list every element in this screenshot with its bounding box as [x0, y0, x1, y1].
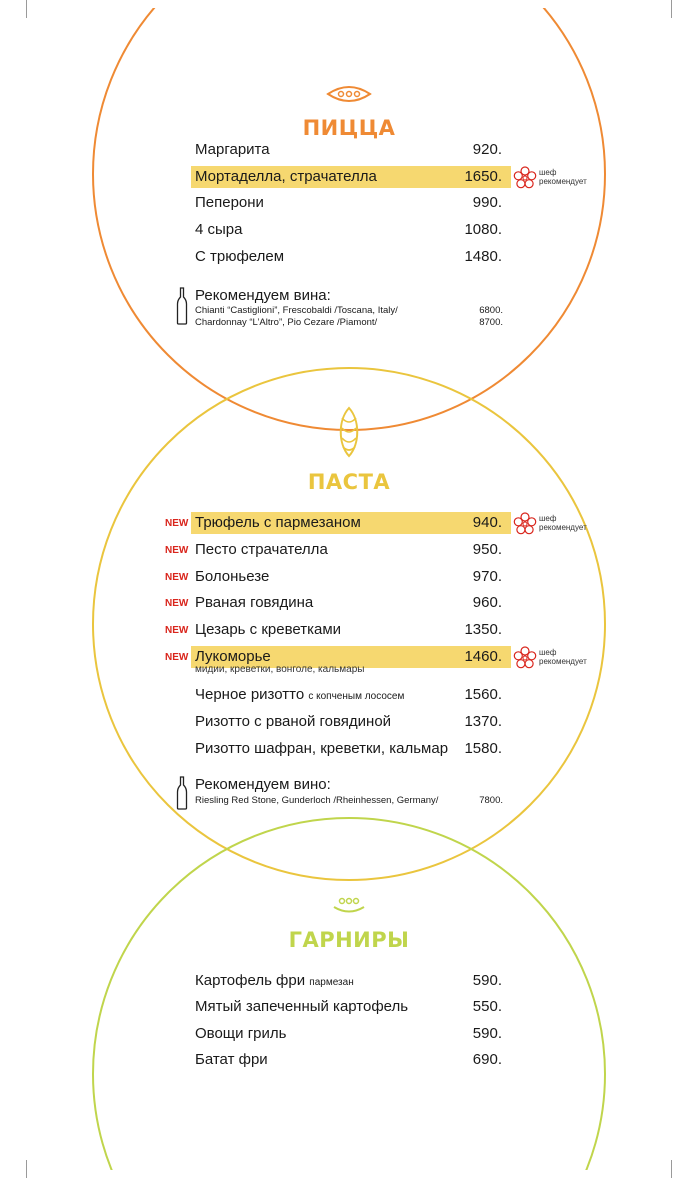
- new-label: NEW: [165, 572, 189, 583]
- item-price: 1460.: [464, 648, 502, 665]
- chef-line1: шеф: [539, 648, 557, 657]
- pizza-item: [0, 139, 698, 161]
- item-price: 990.: [472, 194, 502, 211]
- pasta-title: ПАСТА: [307, 470, 391, 494]
- item-price: 920.: [472, 141, 502, 158]
- pizza-circle: [93, 0, 605, 430]
- chef-recommends-badge: [513, 646, 603, 670]
- item-description: мидии, креветки, вонголе, кальмары: [195, 664, 365, 675]
- item-note: с копченым лососем: [308, 691, 405, 702]
- wine-price: 6800.: [479, 305, 503, 316]
- pasta-emblem-icon: [336, 406, 362, 458]
- pasta-item: [0, 566, 698, 588]
- sides-title: ГАРНИРЫ: [288, 928, 410, 952]
- wine-price: 8700.: [479, 317, 503, 328]
- item-price: 1350.: [464, 621, 502, 638]
- item-price: 550.: [472, 998, 502, 1015]
- item-name: Овощи гриль: [195, 1025, 287, 1042]
- chef-line1: шеф: [539, 168, 557, 177]
- flower-icon: [513, 512, 537, 536]
- pizza-item: [0, 246, 698, 268]
- item-price: 1560.: [464, 686, 502, 703]
- pizza-emblem-icon: [325, 84, 373, 104]
- item-price: 970.: [472, 568, 502, 585]
- item-name: Мортаделла, страчателла: [195, 168, 377, 185]
- item-name: Лукоморье: [195, 648, 271, 665]
- chef-recommends-badge: [513, 166, 603, 190]
- chef-recommends-badge: [513, 512, 603, 536]
- item-name-text: Черное ризотто: [195, 686, 305, 703]
- wine-name: Riesling Red Stone, Gunderloch /Rheinhessen, Germany/: [195, 795, 439, 806]
- pasta-item: [0, 539, 698, 561]
- item-name: Мятый запеченный картофель: [195, 998, 409, 1015]
- pasta-item-highlighted: [0, 512, 698, 534]
- sides-item: [0, 1049, 698, 1071]
- wine-bottle-icon: [176, 287, 188, 325]
- sides-item: [0, 996, 698, 1018]
- wine-bottle-icon: [176, 776, 188, 810]
- wine-name: Chianti “Castiglioni”, Frescobaldi /Toscana, Italy/: [195, 305, 398, 316]
- item-name: Цезарь с креветками: [195, 621, 342, 638]
- pasta-item: [0, 738, 698, 760]
- item-price: 1080.: [464, 221, 502, 238]
- wine-name: Chardonnay “L’Altro”, Pio Cezare /Piamont/: [195, 317, 378, 328]
- item-name: [195, 972, 354, 989]
- item-price: 690.: [472, 1051, 502, 1068]
- sides-item: [0, 1023, 698, 1045]
- item-price: 1650.: [464, 168, 502, 185]
- item-name: Болоньезе: [195, 568, 270, 585]
- item-name: 4 сыра: [195, 221, 243, 238]
- chef-line2: рекомендует: [539, 657, 587, 666]
- pizza-item-highlighted: [0, 166, 698, 188]
- item-price: 1580.: [464, 740, 502, 757]
- item-price: 590.: [472, 972, 502, 989]
- sides-emblem-icon: [331, 894, 367, 916]
- item-name: Батат фри: [195, 1051, 268, 1068]
- item-price: 1370.: [464, 713, 502, 730]
- item-name: Пеперони: [195, 194, 264, 211]
- new-label: NEW: [165, 518, 189, 529]
- pizza-item: [0, 192, 698, 214]
- item-price: 950.: [472, 541, 502, 558]
- pizza-title: ПИЦЦА: [302, 116, 396, 140]
- new-label: NEW: [165, 598, 189, 609]
- pasta-item: [0, 619, 698, 641]
- item-name: Трюфель с пармезаном: [195, 514, 361, 531]
- item-note: пармезан: [309, 977, 354, 988]
- item-name: Рваная говядина: [195, 594, 314, 611]
- flower-icon: [513, 646, 537, 670]
- item-price: 590.: [472, 1025, 502, 1042]
- chef-line1: шеф: [539, 514, 557, 523]
- item-name: Маргарита: [195, 141, 270, 158]
- item-name: Песто страчателла: [195, 541, 328, 558]
- chef-line2: рекомендует: [539, 523, 587, 532]
- item-name: С трюфелем: [195, 248, 285, 265]
- item-name: Ризотто шафран, креветки, кальмар: [195, 740, 449, 757]
- sides-item: [0, 970, 698, 992]
- pizza-item: [0, 219, 698, 241]
- pasta-item: [0, 711, 698, 733]
- item-price: 940.: [472, 514, 502, 531]
- new-label: NEW: [165, 625, 189, 636]
- pasta-item: [0, 592, 698, 614]
- item-price: 1480.: [464, 248, 502, 265]
- wine-title: Рекомендуем вино:: [195, 776, 331, 793]
- item-price: 960.: [472, 594, 502, 611]
- flower-icon: [513, 166, 537, 190]
- chef-line2: рекомендует: [539, 177, 587, 186]
- new-label: NEW: [165, 652, 189, 663]
- wine-price: 7800.: [479, 795, 503, 806]
- wine-line: [195, 795, 503, 808]
- wine-line: [195, 317, 503, 330]
- item-name-text: Картофель фри: [195, 972, 306, 989]
- item-name: [195, 686, 404, 703]
- wine-title: Рекомендуем вина:: [195, 287, 331, 304]
- pasta-item-highlighted: [0, 646, 698, 675]
- pasta-item: [0, 684, 698, 706]
- new-label: NEW: [165, 545, 189, 556]
- item-name: Ризотто с рваной говядиной: [195, 713, 392, 730]
